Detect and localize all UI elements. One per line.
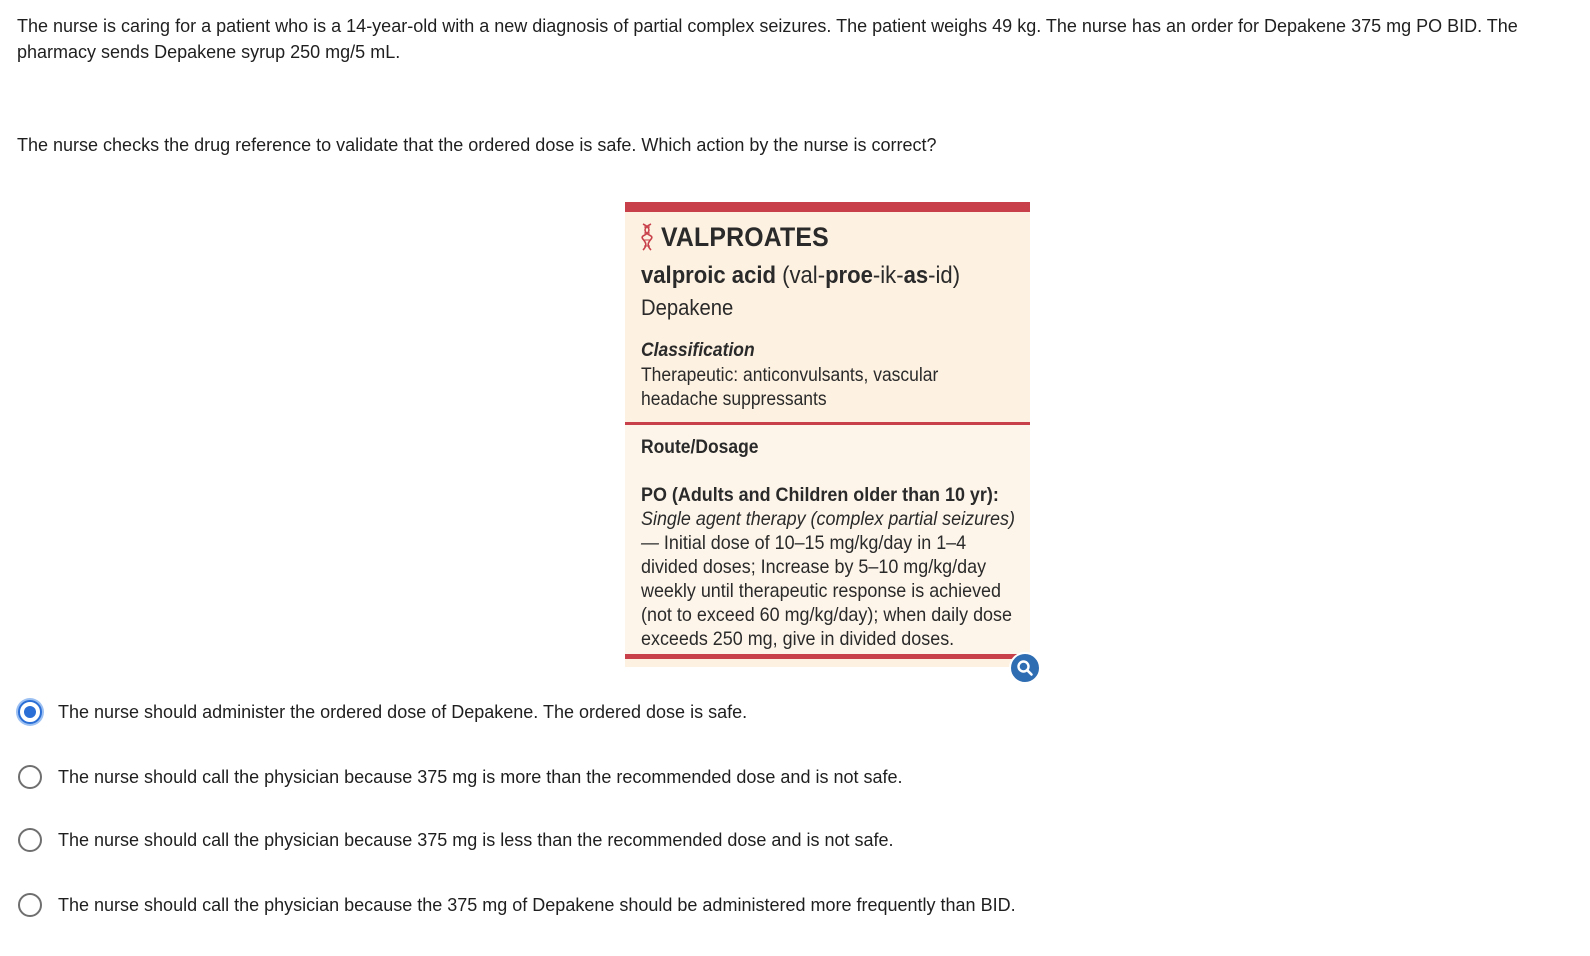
generic-name: valproic acid bbox=[641, 262, 776, 289]
classification-title: Classification bbox=[641, 340, 755, 361]
route-heading: PO (Adults and Children older than 10 yr): bbox=[641, 484, 999, 506]
pronunciation-stress-2: as bbox=[903, 262, 929, 289]
answer-option-label[interactable]: The nurse should call the physician because the 375 mg of Depakene should be administered more frequently than BID. bbox=[58, 895, 1016, 915]
card-bottom-bar bbox=[625, 654, 1020, 659]
route-dosage-section bbox=[625, 425, 1030, 659]
pronunciation-close: -id) bbox=[928, 262, 961, 289]
question-prompt: The nurse checks the drug reference to validate that the ordered dose is safe. Which action by the nurse is correct? bbox=[17, 135, 937, 155]
answer-option-4[interactable] bbox=[18, 891, 1016, 919]
route-indication: Single agent therapy (complex partial seizures)— bbox=[641, 508, 1015, 554]
radio-button-selected[interactable] bbox=[18, 700, 42, 724]
drug-reference-card bbox=[625, 202, 1030, 667]
pronunciation-stress-1: proe bbox=[825, 262, 873, 289]
answer-option-label[interactable]: The nurse should call the physician because 375 mg is more than the recommended dose and is not safe. bbox=[58, 767, 903, 787]
magnifier-icon bbox=[1016, 659, 1034, 677]
generic-name-row bbox=[641, 262, 991, 290]
answer-option-2[interactable] bbox=[18, 763, 903, 791]
drug-class-name: VALPROATES bbox=[661, 221, 829, 252]
zoom-button[interactable] bbox=[1009, 652, 1041, 684]
dna-icon bbox=[641, 223, 653, 251]
radio-button[interactable] bbox=[18, 828, 42, 852]
route-body: Initial dose of 10–15 mg/kg/day in 1–4 divided doses; Increase by 5–10 mg/kg/day weekly until therapeutic response is achieved (not to exceed 60 mg/kg/day); when daily dose exceeds 250 mg, give in divided doses. bbox=[641, 532, 1012, 650]
radio-button[interactable] bbox=[18, 765, 42, 789]
pronunciation-mid: -ik- bbox=[872, 262, 904, 289]
card-top-bar bbox=[625, 202, 1030, 212]
route-dosage-title: Route/Dosage bbox=[641, 437, 759, 458]
answer-option-3[interactable] bbox=[18, 826, 894, 854]
drug-class-row bbox=[641, 220, 1021, 254]
classification-text: Therapeutic: anticonvulsants, vascular headache suppressants bbox=[641, 365, 939, 410]
radio-button[interactable] bbox=[18, 893, 42, 917]
card-header bbox=[641, 220, 1021, 412]
brand-name: Depakene bbox=[641, 295, 734, 320]
pronunciation-open: (val- bbox=[775, 262, 826, 289]
answer-option-label[interactable]: The nurse should administer the ordered dose of Depakene. The ordered dose is safe. bbox=[58, 702, 748, 722]
answer-option-1[interactable] bbox=[18, 698, 747, 726]
route-dosage-text bbox=[641, 483, 1020, 651]
question-stem: The nurse is caring for a patient who is a 14-year-old with a new diagnosis of partial complex seizures. The patient weighs 49 kg. The nurse has an order for Depakene 375 mg PO BID. The pharmacy sends Depakene syrup 250 mg/5 mL. bbox=[17, 16, 1518, 62]
answer-option-label[interactable]: The nurse should call the physician because 375 mg is less than the recommended dose and is not safe. bbox=[58, 830, 894, 850]
